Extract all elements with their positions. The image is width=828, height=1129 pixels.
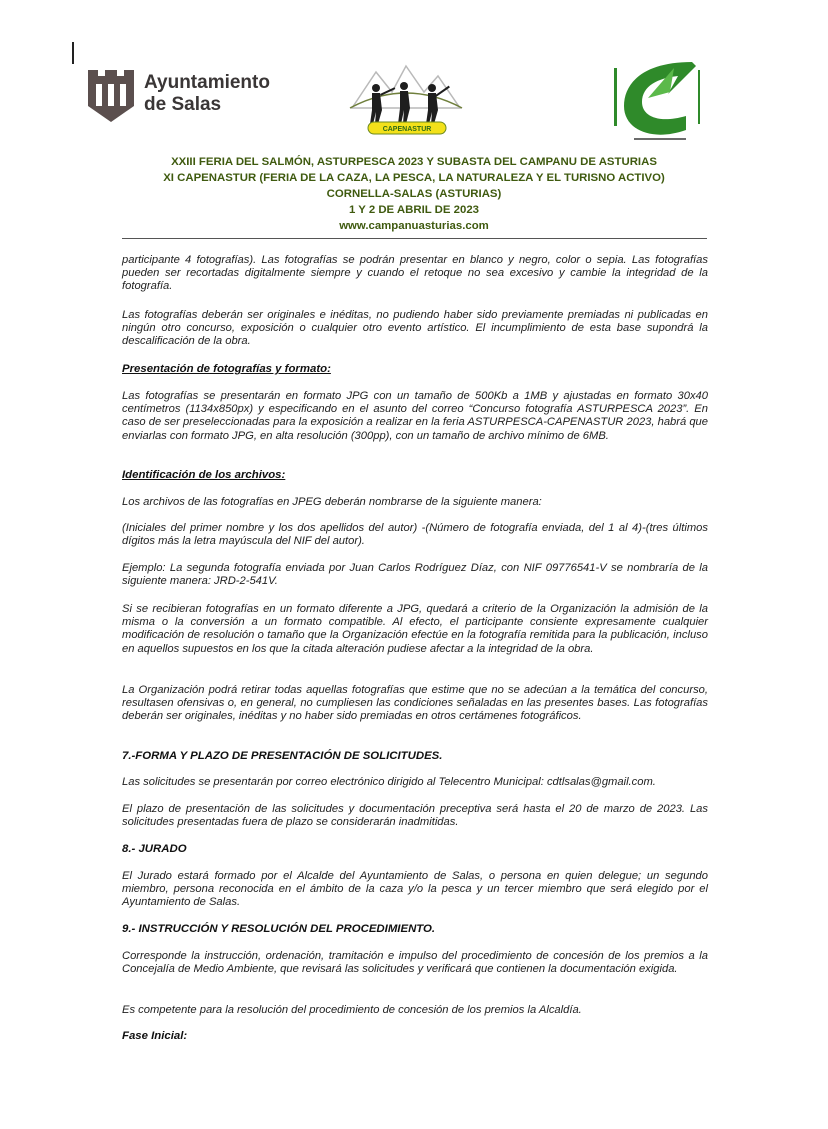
- header-website-link[interactable]: www.campanuasturias.com: [339, 220, 489, 232]
- text-cursor: [72, 42, 74, 64]
- paragraph-format-details: Las fotografías se presentarán en formato JPG con un tamaño de 500Kb a 1MB y ajustadas en formato 30x40 centímetros (1134x850px) y especificando en el asunto del correo “Concurso fotografía ASTURPESCA 2023”. En caso de ser preseleccionadas para la exposición a realizar en la feria ASTURPESCA-CAPENASTUR 2023, habrá que enviarlas con formato JPG, en alta resolución (300pp), con un tamaño de archivo mínimo de 6MB.: [122, 390, 708, 442]
- paragraph-resolution: Es competente para la resolución del procedimiento de concesión de los premios la Alcaldía.: [122, 1004, 582, 1016]
- heading-section-8: 8.- JURADO: [122, 843, 187, 855]
- logo-mid-text: CAPENASTUR: [382, 126, 432, 133]
- salmon-c-logo-icon: [612, 58, 710, 148]
- heading-fase-inicial: Fase Inicial:: [122, 1030, 188, 1042]
- heading-section-7: 7.-FORMA Y PLAZO DE PRESENTACIÓN DE SOLICITUDES.: [122, 750, 443, 762]
- paragraph-withdrawal: La Organización podrá retirar todas aquellas fotografías que estime que no se adecúan a la temática del concurso, resultasen ofensivas o, en general, no cumpliesen las condiciones señaladas en las presentes bases. Las fotografías deberán ser originales, inéditas y no haber sido premiadas en otros certámenes fotográficos.: [122, 684, 708, 723]
- ayuntamiento-salas-logo: [86, 66, 296, 124]
- header-line-4: 1 Y 2 DE ABRIL DE 2023: [348, 204, 479, 216]
- paragraph-jury: El Jurado estará formado por el Alcalde del Ayuntamiento de Salas, o persona en quien delegue; un segundo miembro, persona reconocida en el ámbito de la caza y/o la pesca y un tercer miembro que será elegido por el Ayuntamiento de Salas.: [122, 870, 708, 909]
- header-divider: [122, 238, 707, 239]
- heading-presentacion: Presentación de fotografías y formato:: [122, 363, 331, 375]
- paragraph-instruction: Corresponde la instrucción, ordenación, tramitación e impulso del procedimiento de concesión de los premios a la Concejalía de Medio Ambiente, que revisará las solicitudes y verificará que contienen la documentación exigida.: [122, 950, 708, 976]
- paragraph-deadline: El plazo de presentación de las solicitudes y documentación preceptiva será hasta el 20 de marzo de 2023. Las solicitudes presentadas fuera de plazo se considerarán inadmitidas.: [122, 803, 708, 829]
- paragraph-example: Ejemplo: La segunda fotografía enviada por Juan Carlos Rodríguez Díaz, con NIF 09776541-V se nombraría de la siguiente manera: JRD-2-541V.: [122, 562, 708, 588]
- header-line-2: XI CAPENASTUR (FERIA DE LA CAZA, LA PESCA, LA NATURALEZA Y EL TURISNO ACTIVO): [163, 172, 665, 184]
- paragraph-submission-email: Las solicitudes se presentarán por correo electrónico dirigido al Telecentro Municipal: cdtlsalas@gmail.com.: [122, 776, 656, 788]
- castle-tower-icon: [86, 66, 136, 124]
- paragraph-originality: Las fotografías deberán ser originales e inéditas, no pudiendo haber sido previamente premiadas ni publicadas en ningún otro concurso, exposición o cualquier otro evento artístico. El incumplimiento de esta base supondrá la descalificación de la obra.: [122, 309, 708, 348]
- paragraph-naming-pattern: (Iniciales del primer nombre y los dos apellidos del autor) -(Número de fotografía enviada, del 1 al 4)-(tres últimos dígitos más la letra mayúscula del NIF del autor).: [122, 522, 708, 548]
- heading-identificacion: Identificación de los archivos:: [122, 469, 286, 481]
- feria-salmon-logo: [612, 58, 710, 148]
- paragraph-other-formats: Si se recibieran fotografías en un formato diferente a JPG, quedará a criterio de la Organización la admisión de la misma o la conversión a un formato compatible. Al efecto, el participante consiente expresamente cualquier modificación de resolución o tamaño que la Organización efectúe en la fotografía remitida para la publicación, incluso en aquellos supuestos en los que la citada alteración pudiese afectar a la integridad de la obra.: [122, 603, 708, 655]
- paragraph-file-naming: Los archivos de las fotografías en JPEG deberán nombrarse de la siguiente manera:: [122, 496, 542, 508]
- paragraph-formats: participante 4 fotografías). Las fotografías se podrán presentar en blanco y negro, color o sepia. Las fotografías pueden ser recortadas digitalmente siempre y cuando el retoque no sea excesivo y cambie la integridad de la fotografía.: [122, 254, 708, 293]
- header-line-1: XXIII FERIA DEL SALMÓN, ASTURPESCA 2023 Y SUBASTA DEL CAMPANU DE ASTURIAS: [171, 156, 657, 168]
- hunters-fishers-silhouette-icon: [346, 58, 466, 142]
- header-line-3: CORNELLA-SALAS (ASTURIAS): [326, 188, 502, 200]
- logo-left-line2: de Salas: [144, 94, 222, 115]
- capenastur-logo: [346, 58, 466, 142]
- logo-left-line1: Ayuntamiento: [144, 72, 270, 93]
- heading-section-9: 9.- INSTRUCCIÓN Y RESOLUCIÓN DEL PROCEDIMIENTO.: [122, 923, 436, 935]
